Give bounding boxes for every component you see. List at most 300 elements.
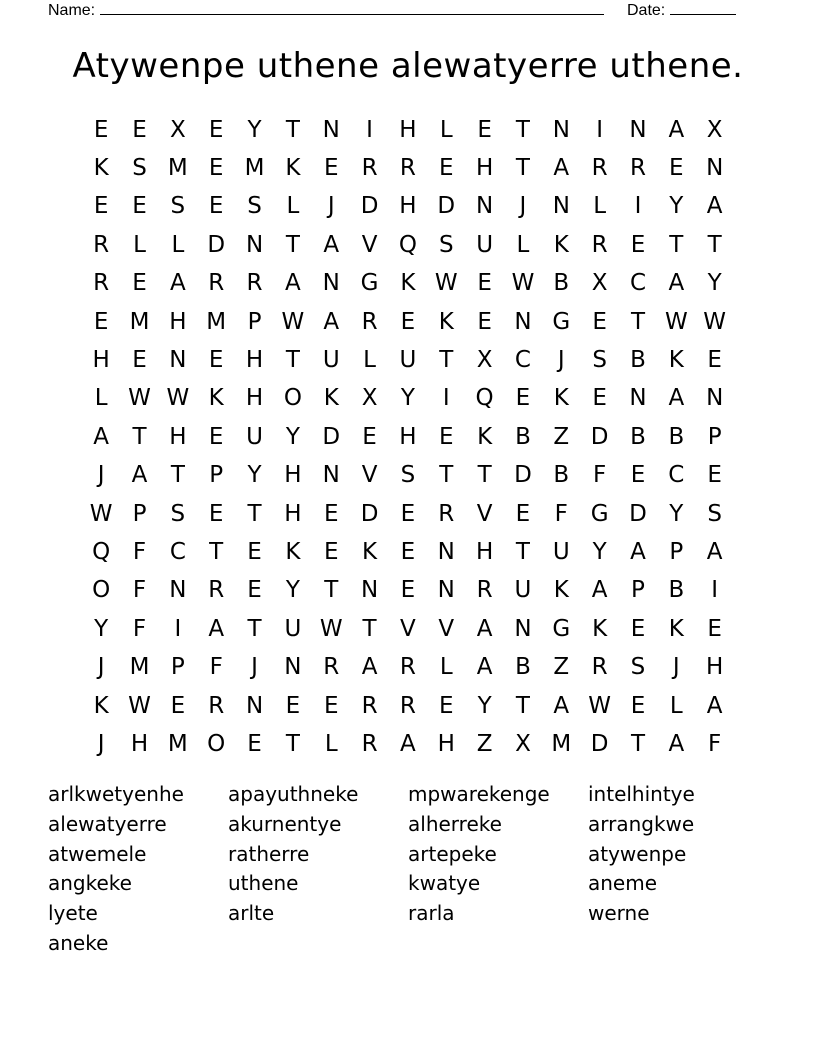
grid-letter[interactable]: E [208,347,224,374]
grid-letter[interactable]: M [551,730,572,757]
grid-letter[interactable]: T [324,577,339,604]
grid-letter[interactable]: I [174,615,182,642]
grid-letter[interactable]: T [707,231,722,258]
grid-letter[interactable]: L [669,692,683,719]
grid-letter[interactable]: E [400,308,416,335]
grid-letter[interactable]: E [93,116,109,143]
date-blank-line[interactable] [670,0,736,15]
grid-letter[interactable]: E [132,347,147,374]
grid-letter[interactable]: T [285,116,300,143]
grid-letter[interactable]: N [322,462,340,489]
grid-letter[interactable]: K [438,308,454,335]
grid-letter[interactable]: S [707,500,722,527]
grid-letter[interactable]: T [285,730,300,757]
grid-letter[interactable]: C [169,538,186,565]
grid-letter[interactable]: T [285,347,300,374]
grid-letter[interactable]: H [245,385,264,412]
grid-letter[interactable]: Y [94,615,109,642]
grid-letter[interactable]: H [92,347,110,374]
grid-letter[interactable]: W [434,270,458,297]
grid-letter[interactable]: T [209,538,224,565]
grid-letter[interactable]: E [400,577,416,604]
grid-letter[interactable]: E [285,692,301,719]
grid-letter[interactable]: U [284,615,302,642]
grid-letter[interactable]: R [629,155,646,182]
grid-letter[interactable]: E [438,692,454,719]
grid-letter[interactable]: I [442,385,450,412]
grid-letter[interactable]: E [323,538,339,565]
grid-letter[interactable]: E [438,155,454,182]
puzzle-title: Atywenpe uthene alewatyerre uthene. [72,46,744,86]
grid-letter[interactable]: K [592,615,608,642]
grid-letter[interactable]: D [207,231,226,258]
grid-letter[interactable]: N [514,308,532,335]
grid-letter[interactable]: K [477,423,493,450]
grid-letter[interactable]: T [285,231,300,258]
grid-letter[interactable]: X [169,116,186,143]
grid-letter[interactable]: P [209,462,224,489]
grid-letter[interactable]: R [399,155,416,182]
grid-letter[interactable]: H [169,423,187,450]
grid-letter[interactable]: G [552,615,571,642]
grid-letter[interactable]: E [707,462,722,489]
grid-letter[interactable]: N [360,577,379,604]
grid-letter[interactable]: U [322,347,340,374]
grid-letter[interactable]: A [630,538,646,565]
grid-letter[interactable]: T [247,500,262,527]
grid-letter[interactable]: A [323,231,340,258]
grid-letter[interactable]: E [247,538,262,565]
grid-letter[interactable]: E [93,308,109,335]
grid-letter[interactable]: P [669,538,684,565]
grid-letter[interactable]: R [438,500,455,527]
grid-letter[interactable]: Y [247,116,262,143]
grid-letter[interactable]: E [208,116,224,143]
word-list-item: akurnentye [228,811,342,836]
grid-letter[interactable]: T [362,615,377,642]
grid-letter[interactable]: X [706,116,723,143]
grid-letter[interactable]: K [362,538,378,565]
grid-letter[interactable]: V [400,615,416,642]
grid-letter[interactable]: D [590,730,609,757]
grid-letter[interactable]: N [437,538,455,565]
grid-letter[interactable]: E [592,308,607,335]
grid-letter[interactable]: B [630,347,646,374]
word-list-item: alherreke [408,811,502,836]
grid-letter[interactable]: T [477,462,492,489]
grid-letter[interactable]: H [706,654,724,681]
grid-letter[interactable]: E [400,538,416,565]
grid-letter[interactable]: P [132,500,147,527]
grid-letter[interactable]: R [323,654,340,681]
grid-letter[interactable]: F [708,730,722,757]
grid-letter[interactable]: E [438,423,454,450]
grid-letter[interactable]: G [552,308,571,335]
grid-letter[interactable]: R [208,577,225,604]
grid-letter[interactable]: S [630,654,646,681]
grid-letter[interactable]: W [128,385,151,412]
grid-letter[interactable]: D [514,462,532,489]
grid-letter[interactable]: L [439,116,453,143]
grid-letter[interactable]: A [553,692,570,719]
grid-letter[interactable]: H [130,730,149,757]
grid-letter[interactable]: W [703,308,727,335]
grid-letter[interactable]: N [245,692,264,719]
grid-letter[interactable]: H [399,423,417,450]
grid-letter[interactable]: O [283,385,302,412]
grid-letter[interactable]: L [593,193,607,220]
word-list-item: rarla [408,901,455,926]
grid-letter[interactable]: M [167,730,188,757]
grid-letter[interactable]: R [476,577,493,604]
grid-letter[interactable]: V [476,500,493,527]
grid-letter[interactable]: M [244,155,265,182]
grid-letter[interactable]: U [246,423,263,450]
grid-letter[interactable]: K [553,577,569,604]
grid-letter[interactable]: F [132,615,147,642]
grid-letter[interactable]: E [362,423,377,450]
grid-letter[interactable]: V [361,231,378,258]
grid-letter[interactable]: R [361,308,378,335]
grid-letter[interactable]: S [438,231,454,258]
grid-letter[interactable]: N [706,155,724,182]
grid-letter[interactable]: A [706,193,723,220]
grid-letter[interactable]: R [399,692,416,719]
grid-letter[interactable]: J [519,193,527,220]
grid-letter[interactable]: W [89,500,113,527]
grid-letter[interactable]: F [593,462,607,489]
grid-letter[interactable]: M [206,308,227,335]
grid-letter[interactable]: E [208,423,224,450]
grid-letter[interactable]: J [97,730,105,757]
grid-letter[interactable]: K [553,385,569,412]
grid-letter[interactable]: E [515,500,531,527]
word-list-item: lyete [48,901,98,926]
grid-letter[interactable]: R [361,155,378,182]
grid-letter[interactable]: H [399,116,417,143]
grid-letter[interactable]: A [476,615,493,642]
grid-letter[interactable]: B [515,654,531,681]
grid-letter[interactable]: Y [669,193,684,220]
grid-letter[interactable]: K [93,155,109,182]
grid-letter[interactable]: B [553,462,570,489]
grid-letter[interactable]: E [630,231,646,258]
grid-letter[interactable]: K [400,270,416,297]
grid-letter[interactable]: B [668,577,685,604]
grid-letter[interactable]: Z [476,730,493,757]
grid-letter[interactable]: R [208,270,225,297]
grid-letter[interactable]: U [514,577,532,604]
grid-letter[interactable]: A [706,538,723,565]
grid-letter[interactable]: M [129,654,150,681]
grid-letter[interactable]: H [475,538,494,565]
grid-letter[interactable]: E [477,308,492,335]
grid-letter[interactable]: R [361,730,378,757]
grid-letter[interactable]: A [668,385,685,412]
grid-letter[interactable]: E [630,462,646,489]
grid-letter[interactable]: E [323,155,339,182]
grid-letter[interactable]: B [515,423,531,450]
grid-letter[interactable]: Y [285,577,300,604]
grid-letter[interactable]: B [668,423,685,450]
grid-letter[interactable]: E [247,577,262,604]
word-list-item: intelhintye [588,782,695,806]
grid-letter[interactable]: Q [398,231,417,258]
grid-letter[interactable]: Y [400,385,415,412]
grid-letter[interactable]: U [476,231,494,258]
grid-letter[interactable]: S [132,155,147,182]
grid-letter[interactable]: R [591,654,608,681]
grid-letter[interactable]: D [322,423,341,450]
grid-letter[interactable]: Y [477,692,492,719]
grid-letter[interactable]: N [706,385,724,412]
grid-letter[interactable]: A [169,270,186,297]
grid-letter[interactable]: R [361,692,378,719]
grid-letter[interactable]: H [169,308,187,335]
grid-letter[interactable]: N [552,193,570,220]
grid-letter[interactable]: E [630,692,646,719]
grid-letter[interactable]: I [711,577,719,604]
grid-letter[interactable]: F [132,538,147,565]
grid-letter[interactable]: D [629,500,647,527]
grid-letter[interactable]: K [285,155,301,182]
grid-letter[interactable]: H [475,155,494,182]
grid-letter[interactable]: K [208,385,224,412]
grid-letter[interactable]: R [208,692,225,719]
grid-letter[interactable]: N [629,385,647,412]
grid-letter[interactable]: E [477,116,492,143]
grid-letter[interactable]: E [707,347,722,374]
grid-letter[interactable]: U [399,347,417,374]
grid-letter[interactable]: L [439,654,453,681]
name-blank-line[interactable] [100,0,604,15]
grid-letter[interactable]: A [668,270,685,297]
grid-letter[interactable]: J [327,193,335,220]
grid-letter[interactable]: N [169,577,187,604]
grid-letter[interactable]: W [511,270,535,297]
grid-letter[interactable]: E [515,385,531,412]
grid-letter[interactable]: R [93,231,110,258]
grid-letter[interactable]: N [245,231,264,258]
grid-letter[interactable]: P [170,654,185,681]
grid-letter[interactable]: R [591,155,608,182]
grid-letter[interactable]: C [629,270,647,297]
grid-letter[interactable]: K [553,231,569,258]
grid-letter[interactable]: F [209,654,223,681]
grid-letter[interactable]: K [668,347,684,374]
grid-letter[interactable]: A [668,730,685,757]
grid-letter[interactable]: J [97,654,105,681]
grid-letter[interactable]: K [285,538,301,565]
grid-letter[interactable]: W [166,385,190,412]
grid-letter[interactable]: L [133,231,146,258]
grid-letter[interactable]: Y [592,538,607,565]
grid-letter[interactable]: T [630,730,646,757]
grid-letter[interactable]: L [94,385,108,412]
grid-letter[interactable]: P [707,423,722,450]
grid-letter[interactable]: X [361,385,378,412]
grid-letter[interactable]: A [131,462,148,489]
grid-letter[interactable]: A [361,654,378,681]
grid-letter[interactable]: G [590,500,609,527]
grid-letter[interactable]: Y [285,423,300,450]
grid-letter[interactable]: N [169,347,187,374]
grid-letter[interactable]: W [128,692,151,719]
date-field [627,0,736,20]
grid-letter[interactable]: T [630,308,646,335]
word-list-item: arlkwetyenhe [48,782,184,806]
grid-letter[interactable]: E [707,615,722,642]
grid-letter[interactable]: E [323,692,339,719]
grid-letter[interactable]: Z [553,423,570,450]
grid-letter[interactable]: S [170,500,186,527]
grid-letter[interactable]: E [400,500,416,527]
grid-letter[interactable]: V [361,462,378,489]
grid-letter[interactable]: E [477,270,492,297]
grid-letter[interactable]: P [631,577,645,604]
grid-letter[interactable]: L [286,193,300,220]
grid-letter[interactable]: L [363,347,376,374]
grid-letter[interactable]: E [132,116,147,143]
grid-letter[interactable]: A [323,308,340,335]
grid-letter[interactable]: S [400,462,416,489]
grid-letter[interactable]: J [251,654,258,681]
grid-letter[interactable]: N [514,615,532,642]
grid-letter[interactable]: N [322,270,340,297]
grid-letter[interactable]: L [516,231,530,258]
grid-letter[interactable]: N [284,654,302,681]
grid-letter[interactable]: T [439,462,454,489]
grid-letter[interactable]: H [399,193,417,220]
grid-letter[interactable]: E [208,500,224,527]
grid-letter[interactable]: C [514,347,531,374]
grid-letter[interactable]: O [207,730,226,757]
grid-letter[interactable]: J [97,462,105,489]
word-list-item: alewatyerre [48,811,167,836]
grid-letter[interactable]: W [281,308,305,335]
grid-letter[interactable]: A [93,423,110,450]
grid-letter[interactable]: K [93,692,109,719]
grid-letter[interactable]: E [247,730,262,757]
grid-letter[interactable]: D [437,193,456,220]
grid-letter[interactable]: T [515,116,530,143]
grid-letter[interactable]: Y [247,462,262,489]
grid-letter[interactable]: P [247,308,262,335]
grid-letter[interactable]: T [247,615,262,642]
grid-letter[interactable]: H [245,347,264,374]
grid-letter[interactable]: A [553,155,570,182]
grid-letter[interactable]: D [360,193,379,220]
grid-letter[interactable]: A [591,577,608,604]
grid-letter[interactable]: J [557,347,565,374]
grid-letter[interactable]: S [592,347,607,374]
grid-letter[interactable]: R [591,231,608,258]
grid-letter[interactable]: J [672,654,680,681]
grid-letter[interactable]: L [171,231,185,258]
grid-letter[interactable]: N [322,116,340,143]
grid-letter[interactable]: B [553,270,570,297]
grid-letter[interactable]: I [366,116,373,143]
grid-letter[interactable]: H [284,500,302,527]
grid-letter[interactable]: E [132,270,147,297]
grid-letter[interactable]: Z [553,654,570,681]
grid-letter[interactable]: T [132,423,147,450]
grid-letter[interactable]: A [706,692,723,719]
grid-letter[interactable]: E [93,193,109,220]
grid-letter[interactable]: A [285,270,301,297]
grid-letter[interactable]: A [208,615,225,642]
grid-letter[interactable]: T [669,231,684,258]
grid-letter[interactable]: V [438,615,455,642]
grid-letter[interactable]: I [596,116,604,143]
grid-letter[interactable]: D [590,423,609,450]
grid-letter[interactable]: R [93,270,110,297]
grid-letter[interactable]: T [515,538,530,565]
grid-letter[interactable]: K [668,615,684,642]
grid-letter[interactable]: E [208,155,224,182]
grid-letter[interactable]: B [630,423,646,450]
grid-letter[interactable]: X [515,730,531,757]
grid-letter[interactable]: Q [92,538,111,565]
grid-letter[interactable]: Y [707,270,722,297]
grid-letter[interactable]: W [319,615,343,642]
grid-letter[interactable]: X [476,347,493,374]
grid-letter[interactable]: D [360,500,379,527]
grid-letter[interactable]: H [437,730,455,757]
grid-letter[interactable]: F [132,577,147,604]
grid-letter[interactable]: A [668,116,685,143]
grid-letter[interactable]: Q [475,385,494,412]
grid-letter[interactable]: T [439,347,454,374]
grid-letter[interactable]: L [324,730,338,757]
grid-letter[interactable]: O [92,577,111,604]
grid-letter[interactable]: A [400,730,416,757]
grid-letter[interactable]: E [592,385,607,412]
grid-letter[interactable]: F [554,500,568,527]
grid-letter[interactable]: H [284,462,302,489]
grid-letter[interactable]: I [634,193,642,220]
grid-letter[interactable]: C [668,462,685,489]
grid-letter[interactable]: E [208,193,224,220]
grid-letter[interactable]: R [399,654,416,681]
grid-letter[interactable]: E [630,615,646,642]
grid-letter[interactable]: E [132,193,147,220]
grid-letter[interactable]: N [476,193,494,220]
grid-letter[interactable]: K [323,385,339,412]
grid-letter[interactable]: N [629,116,647,143]
grid-letter[interactable]: G [360,270,379,297]
grid-letter[interactable]: Y [669,500,684,527]
grid-letter[interactable]: A [476,654,493,681]
grid-letter[interactable]: T [515,155,530,182]
grid-letter[interactable]: E [669,155,684,182]
grid-letter[interactable]: T [515,692,530,719]
grid-letter[interactable]: M [167,155,188,182]
grid-letter[interactable]: S [170,193,186,220]
grid-letter[interactable]: M [129,308,150,335]
grid-letter[interactable]: N [552,116,570,143]
grid-letter[interactable]: U [552,538,570,565]
grid-letter[interactable]: E [170,692,186,719]
grid-letter[interactable]: N [437,577,455,604]
grid-letter[interactable]: S [247,193,262,220]
grid-letter[interactable]: R [246,270,263,297]
grid-letter[interactable]: T [170,462,185,489]
grid-letter[interactable]: E [323,500,339,527]
grid-letter[interactable]: W [588,692,612,719]
grid-letter[interactable]: X [591,270,608,297]
grid-letter[interactable]: W [664,308,688,335]
